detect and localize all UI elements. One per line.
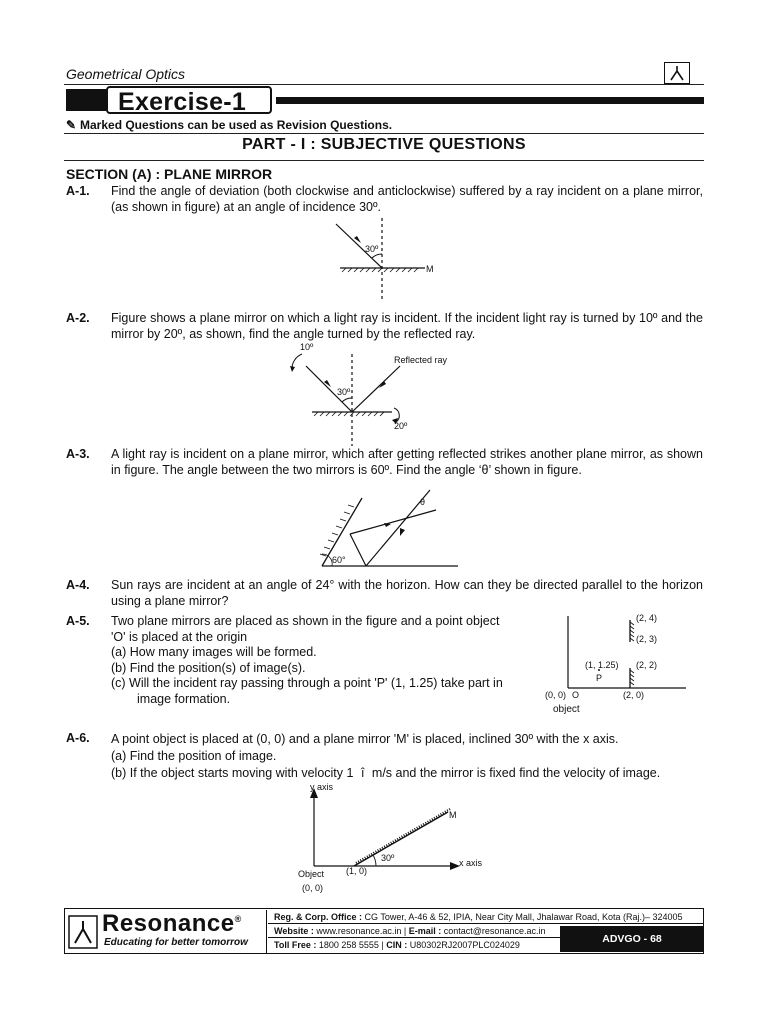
topic-title: Geometrical Optics [66, 66, 186, 82]
fig-label: M [426, 264, 434, 274]
exercise-bar-left [66, 89, 106, 111]
figure-a5 [540, 612, 690, 692]
question-label: A-4. [66, 578, 90, 592]
fig-label: 30º [337, 387, 351, 397]
brand-tagline: Educating for better tomorrow [104, 937, 248, 948]
question-label: A-6. [66, 731, 90, 745]
rule [64, 133, 704, 134]
fig-label: object [553, 704, 580, 715]
exercise-title: Exercise-1 [106, 86, 272, 114]
question-text: A point object is placed at (0, 0) and a plane mirror 'M' is placed, inclined 30º with the x axis. (a) Find the position of image. (b) If the object starts moving with velocity 1 î m/s and the mirror is fixed find the velocity of image. [111, 732, 661, 780]
fig-label: (0, 0) [545, 690, 567, 700]
fig-label: P [596, 673, 603, 683]
fig-label: (1, 0) [346, 866, 368, 876]
fig-label: 60° [332, 555, 346, 565]
fig-label: Object [298, 869, 325, 879]
fig-label: 10º [300, 342, 314, 352]
question-text: Sun rays are incident at an angle of 24° with the horizon. How can they be directed parallel to the horizon using a plane mirror? [111, 578, 703, 608]
question-label: A-3. [66, 447, 90, 461]
resonance-logo-icon [664, 62, 690, 84]
page-code: ADVGO - 68 [560, 926, 704, 952]
fig-label: M [449, 810, 457, 820]
fig-label: 30º [381, 853, 395, 863]
footer-divider [266, 910, 267, 953]
fig-label: y axis [310, 782, 334, 792]
marked-note: ✎ Marked Questions can be used as Revision Questions. [66, 118, 393, 132]
rule [64, 160, 704, 161]
fig-label: (2, 0) [623, 690, 645, 700]
figure-a1 [330, 218, 440, 302]
fig-label: Reflected ray [394, 355, 448, 365]
question-text: A light ray is incident on a plane mirror, which after getting reflected strikes another plane mirror, as shown in figure. The angle between the two mirrors is 60º. Find the angle ‘θ’ shown in figure. [111, 447, 703, 477]
section-title: SECTION (A) : PLANE MIRROR [66, 166, 273, 182]
question-text: Two plane mirrors are placed as shown in the figure and a point object 'O' is placed at the origin (a) How many images will be formed. (b) Find the position(s) of image(s). (c) Will the incident ray passing through a point 'P' (1, 1.25) take part in image formation. [111, 614, 503, 706]
question-text: Figure shows a plane mirror on which a light ray is incident. If the incident light ray is turned by 10º and the mirror by 20º, as shown, find the angle turned by the reflected ray. [111, 311, 703, 341]
header-rule [64, 84, 704, 85]
exercise-bar-right [276, 97, 704, 104]
fig-label: (0, 0) [302, 883, 324, 893]
fig-label: θ [420, 497, 426, 507]
question-label: A-5. [66, 614, 90, 628]
brand-name: Resonance® [102, 910, 242, 937]
figure-a2 [288, 350, 478, 446]
fig-label: 30º [365, 244, 379, 254]
footer-office: Reg. & Corp. Office : CG Tower, A-46 & 52, IPIA, Near City Mall, Jhalawar Road, Kota (Raj.)– 324005 [268, 910, 704, 924]
fig-label: (2, 3) [636, 634, 658, 644]
pencil-icon: ✎ [66, 118, 77, 132]
fig-label: O [572, 690, 580, 700]
part-title: PART - I : SUBJECTIVE QUESTIONS [242, 136, 526, 153]
resonance-logo-icon [68, 915, 98, 949]
fig-label: 20º [394, 421, 408, 431]
question-label: A-1. [66, 184, 90, 198]
question-label: A-2. [66, 311, 90, 325]
footer-tollfree: Toll Free : 1800 258 5555 | CIN : U80302RJ2007PLC024029 [274, 940, 520, 950]
question-text: Find the angle of deviation (both clockwise and anticlockwise) suffered by a ray incident on a plane mirror, (as shown in figure) at an angle of incidence 30º. [111, 184, 703, 214]
fig-label: (2, 4) [636, 613, 658, 623]
footer-web: Website : www.resonance.ac.in | E-mail : contact@resonance.ac.in [268, 924, 560, 938]
fig-label: (1, 1.25) [585, 660, 619, 670]
fig-label: (2, 2) [636, 660, 658, 670]
fig-label: x axis [459, 858, 483, 868]
footer-brand [66, 912, 262, 952]
